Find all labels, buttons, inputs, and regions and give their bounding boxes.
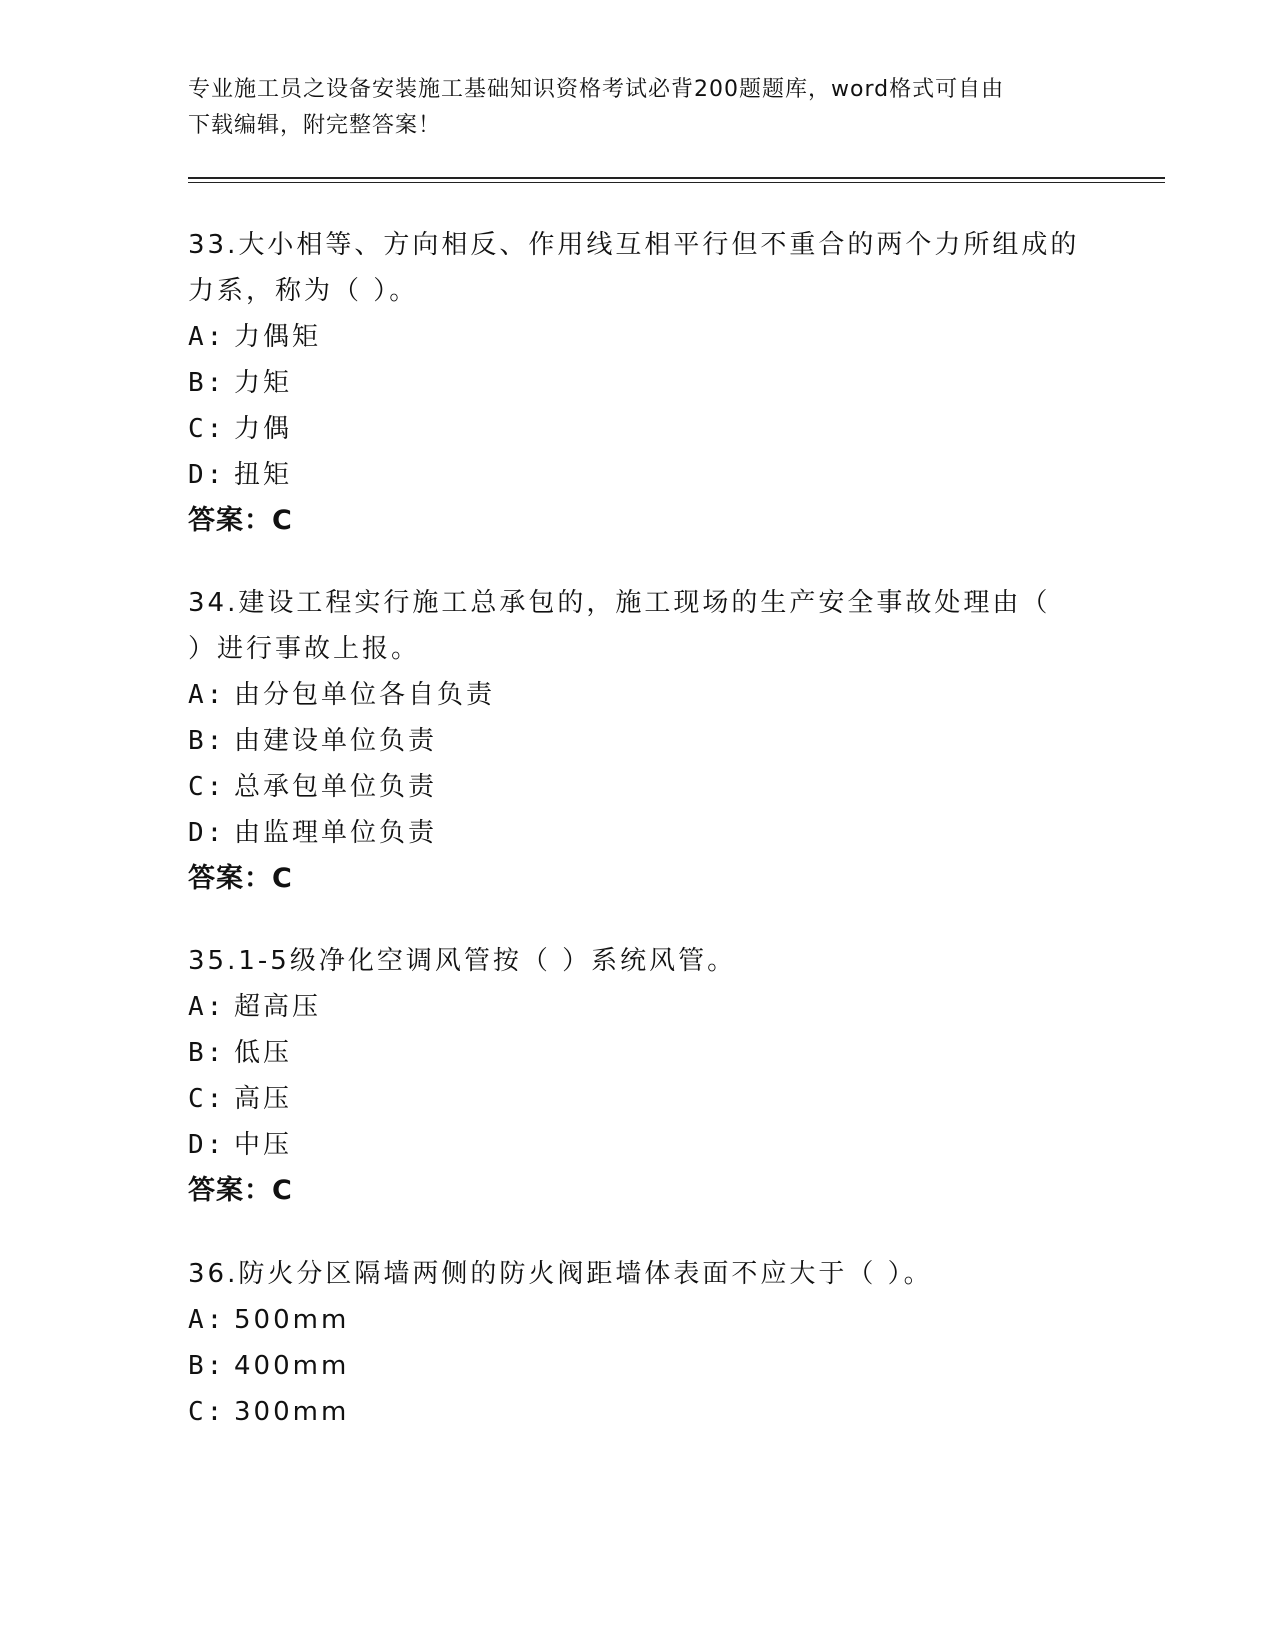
option-b — [188, 360, 1088, 406]
option-key: B: — [188, 1038, 226, 1068]
option-key: A: — [188, 680, 226, 710]
option-key: B: — [188, 1351, 226, 1381]
question-33 — [188, 222, 1088, 544]
option-key: C: — [188, 1084, 226, 1114]
option-d — [188, 810, 1088, 856]
header-divider-thin — [188, 182, 1165, 183]
option-key: A: — [188, 1305, 226, 1335]
option-text: 由建设单位负责 — [234, 726, 438, 756]
header-line-1: 专业施工员之设备安装施工基础知识资格考试必背200题题库，word格式可自由 — [188, 77, 1005, 102]
option-text: 400mm — [234, 1351, 350, 1381]
option-d — [188, 1122, 1088, 1168]
header-divider-thick — [188, 177, 1165, 179]
question-text-line-1: 34.建设工程实行施工总承包的，施工现场的生产安全事故处理由（ — [188, 588, 1051, 618]
option-text: 由分包单位各自负责 — [234, 680, 496, 710]
option-c — [188, 764, 1088, 810]
option-text: 高压 — [234, 1084, 293, 1114]
option-key: A: — [188, 322, 226, 352]
question-35 — [188, 938, 1088, 1214]
option-text: 低压 — [234, 1038, 293, 1068]
document-header — [188, 72, 1088, 144]
question-text-line-2: 力系，称为（ ）。 — [188, 276, 419, 306]
option-key: C: — [188, 1397, 226, 1427]
option-a — [188, 672, 1088, 718]
option-a — [188, 314, 1088, 360]
option-key: B: — [188, 368, 226, 398]
option-text: 力偶 — [234, 414, 293, 444]
option-text: 500mm — [234, 1305, 350, 1335]
option-key: D: — [188, 818, 226, 848]
answer-label: 答案：C — [188, 863, 293, 894]
option-text: 总承包单位负责 — [234, 772, 438, 802]
option-text: 超高压 — [234, 992, 322, 1022]
answer-label: 答案：C — [188, 505, 293, 536]
option-key: C: — [188, 414, 226, 444]
option-d — [188, 452, 1088, 498]
question-text-line-1: 33.大小相等、方向相反、作用线互相平行但不重合的两个力所组成的 — [188, 230, 1080, 260]
question-text-line-1: 36.防火分区隔墙两侧的防火阀距墙体表面不应大于（ ）。 — [188, 1259, 933, 1289]
option-b — [188, 718, 1088, 764]
option-b — [188, 1030, 1088, 1076]
option-key: A: — [188, 992, 226, 1022]
option-text: 300mm — [234, 1397, 350, 1427]
option-c — [188, 1076, 1088, 1122]
option-a — [188, 1297, 1088, 1343]
option-a — [188, 984, 1088, 1030]
question-text-line-2: ）进行事故上报。 — [188, 634, 421, 664]
option-c — [188, 1389, 1088, 1435]
option-text: 力矩 — [234, 368, 293, 398]
question-text-line-1: 35.1-5级净化空调风管按（ ）系统风管。 — [188, 946, 737, 976]
option-text: 扭矩 — [234, 460, 293, 490]
option-key: D: — [188, 1130, 226, 1160]
answer-label: 答案：C — [188, 1175, 293, 1206]
option-text: 由监理单位负责 — [234, 818, 438, 848]
option-text: 力偶矩 — [234, 322, 322, 352]
option-text: 中压 — [234, 1130, 293, 1160]
question-34 — [188, 580, 1088, 902]
option-key: D: — [188, 460, 226, 490]
option-c — [188, 406, 1088, 452]
option-key: B: — [188, 726, 226, 756]
option-key: C: — [188, 772, 226, 802]
question-36 — [188, 1251, 1088, 1435]
option-b — [188, 1343, 1088, 1389]
header-line-2: 下载编辑，附完整答案！ — [188, 113, 442, 138]
